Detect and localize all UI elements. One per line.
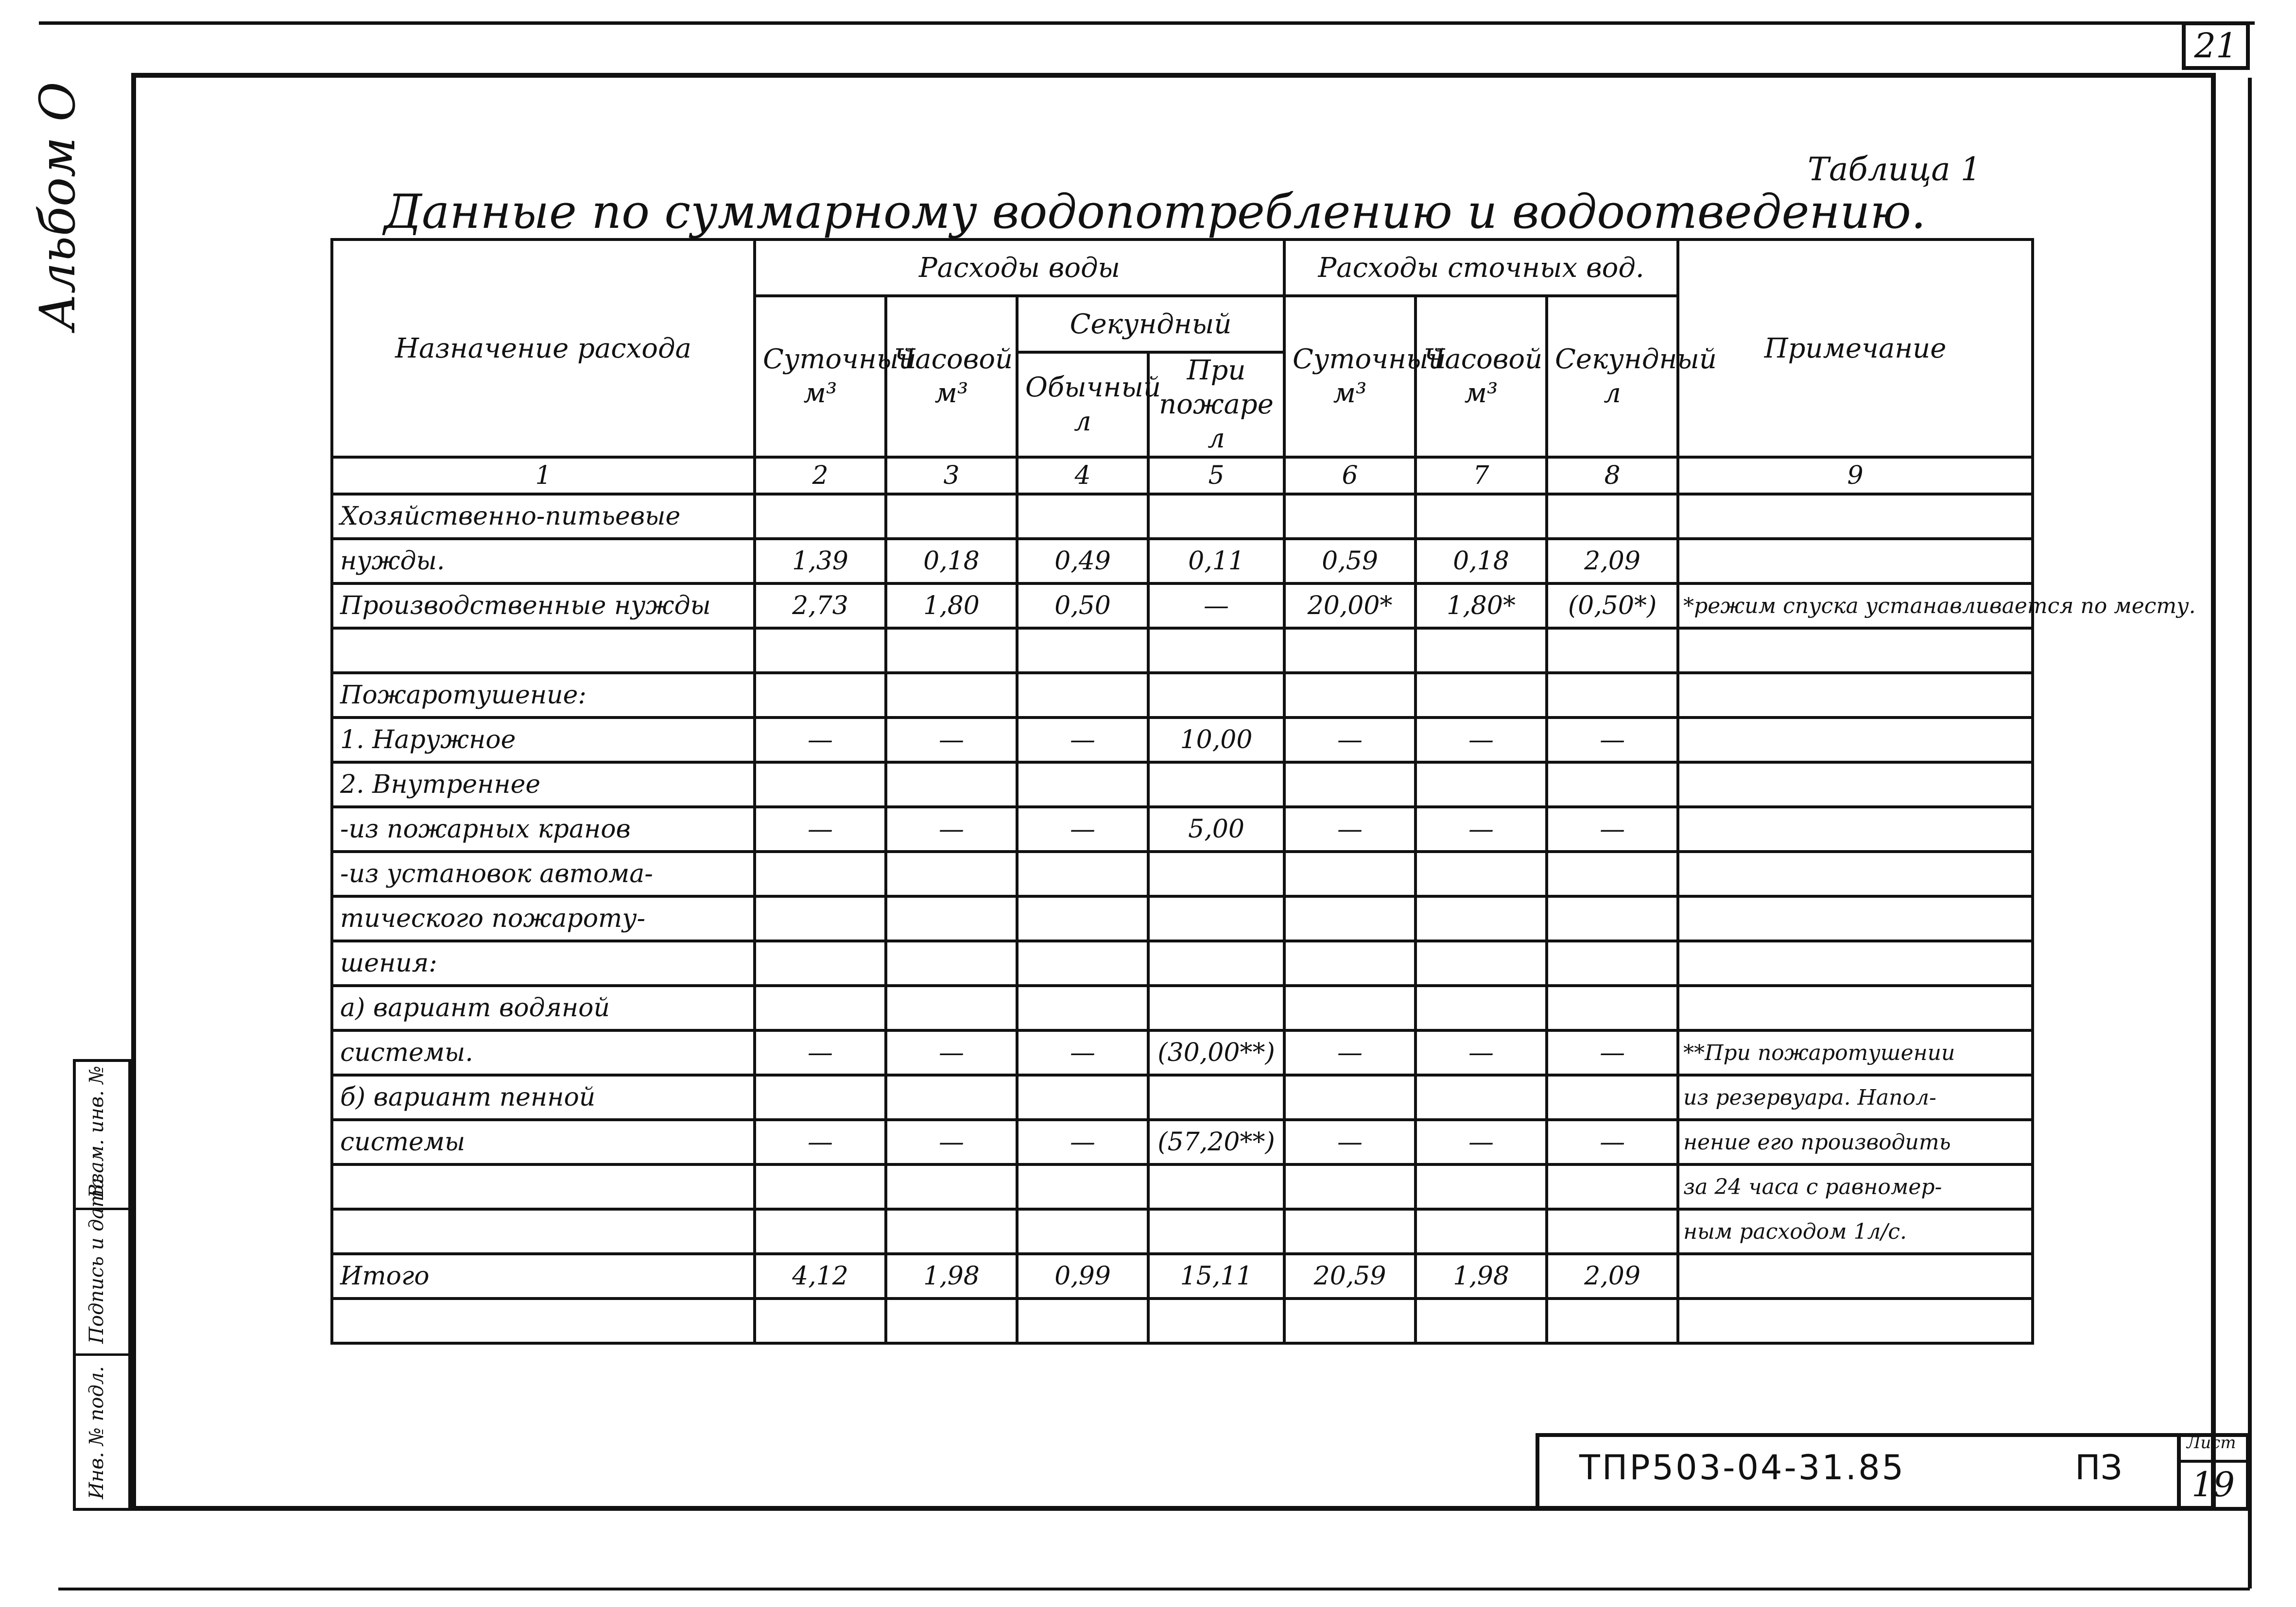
value-cell <box>1416 896 1547 941</box>
note-cell: **При пожаротушении <box>1678 1030 2033 1075</box>
note-cell <box>1678 628 2033 673</box>
purpose-cell <box>332 1209 755 1254</box>
value-cell: — <box>1017 1120 1148 1164</box>
value-cell: — <box>1547 718 1678 762</box>
value-cell: — <box>886 1120 1017 1164</box>
value-cell <box>1416 494 1547 539</box>
value-cell: (57,20**) <box>1148 1120 1284 1164</box>
value-cell <box>755 1209 886 1254</box>
header-hourly: Часовой м³ <box>886 296 1017 457</box>
column-number: 4 <box>1017 457 1148 494</box>
table-row <box>332 807 2033 852</box>
value-cell: — <box>1284 807 1416 852</box>
purpose-cell <box>332 628 755 673</box>
stamp-inv-no: Инв. № подл. <box>86 1366 108 1499</box>
value-cell: — <box>755 1030 886 1075</box>
column-number: 9 <box>1678 457 2033 494</box>
value-cell: 1,98 <box>886 1254 1017 1299</box>
table-row <box>332 494 2033 539</box>
value-cell <box>1547 986 1678 1030</box>
purpose-cell: -из пожарных кранов <box>332 807 755 852</box>
value-cell: 0,99 <box>1017 1254 1148 1299</box>
value-cell <box>1416 628 1547 673</box>
value-cell <box>1547 852 1678 896</box>
value-cell <box>1017 628 1148 673</box>
value-cell <box>1547 941 1678 986</box>
table-row <box>332 1120 2033 1164</box>
value-cell: — <box>1416 718 1547 762</box>
note-cell <box>1678 718 2033 762</box>
value-cell <box>1284 762 1416 807</box>
value-cell: 0,18 <box>886 539 1017 583</box>
purpose-cell: Пожаротушение: <box>332 673 755 718</box>
header-sewage-daily: Суточный м³ <box>1284 296 1416 457</box>
note-cell: ным расходом 1л/с. <box>1678 1209 2033 1254</box>
value-cell: 0,18 <box>1416 539 1547 583</box>
value-cell: — <box>1416 1120 1547 1164</box>
value-cell <box>1416 852 1547 896</box>
note-cell: за 24 часа с равномер- <box>1678 1164 2033 1209</box>
header-fire: При пожаре л <box>1148 352 1284 457</box>
value-cell: 0,49 <box>1017 539 1148 583</box>
value-cell: — <box>755 1120 886 1164</box>
value-cell <box>1148 494 1284 539</box>
value-cell <box>1416 1075 1547 1120</box>
value-cell: 2,09 <box>1547 1254 1678 1299</box>
note-cell <box>1678 852 2033 896</box>
purpose-cell: 2. Внутреннее <box>332 762 755 807</box>
table-row <box>332 896 2033 941</box>
value-cell <box>1416 1299 1547 1343</box>
value-cell <box>886 1299 1017 1343</box>
value-cell <box>1547 1164 1678 1209</box>
value-cell <box>1284 494 1416 539</box>
header-sewage-flow: Расходы сточных вод. <box>1284 239 1678 296</box>
value-cell: 1,98 <box>1416 1254 1547 1299</box>
note-cell <box>1678 896 2033 941</box>
value-cell <box>886 494 1017 539</box>
value-cell <box>755 1075 886 1120</box>
value-cell <box>1148 986 1284 1030</box>
value-cell: 4,12 <box>755 1254 886 1299</box>
sheet-cell-divider <box>2177 1460 2250 1463</box>
value-cell <box>755 852 886 896</box>
value-cell: 15,11 <box>1148 1254 1284 1299</box>
water-consumption-table <box>330 238 2196 1345</box>
value-cell: 5,00 <box>1148 807 1284 852</box>
value-cell <box>755 494 886 539</box>
value-cell: — <box>1416 807 1547 852</box>
note-cell <box>1678 494 2033 539</box>
value-cell <box>886 1209 1017 1254</box>
table-row <box>332 1075 2033 1120</box>
note-cell <box>1678 1299 2033 1343</box>
value-cell <box>1017 896 1148 941</box>
value-cell <box>886 1075 1017 1120</box>
header-note: Примечание <box>1678 239 2033 457</box>
value-cell <box>1148 1209 1284 1254</box>
purpose-cell: Итого <box>332 1254 755 1299</box>
column-number: 7 <box>1416 457 1547 494</box>
purpose-cell: Хозяйственно-питьевые <box>332 494 755 539</box>
purpose-cell: -из установок автома- <box>332 852 755 896</box>
value-cell <box>1148 1075 1284 1120</box>
value-cell <box>1017 673 1148 718</box>
note-cell <box>1678 941 2033 986</box>
value-cell <box>1416 986 1547 1030</box>
table-row <box>332 1254 2033 1299</box>
value-cell <box>1017 494 1148 539</box>
value-cell <box>755 673 886 718</box>
value-cell <box>1148 762 1284 807</box>
value-cell: — <box>1284 1120 1416 1164</box>
value-cell <box>886 986 1017 1030</box>
purpose-cell: системы <box>332 1120 755 1164</box>
value-cell <box>1547 896 1678 941</box>
header-sewage-hourly: Часовой м³ <box>1416 296 1547 457</box>
value-cell: — <box>1547 1030 1678 1075</box>
column-number: 2 <box>755 457 886 494</box>
value-cell <box>1284 896 1416 941</box>
value-cell <box>1416 673 1547 718</box>
stamp-replace-inv: Взам. инв. № <box>86 1065 108 1198</box>
value-cell: (30,00**) <box>1148 1030 1284 1075</box>
approval-stamp <box>73 1059 131 1511</box>
value-cell: — <box>755 807 886 852</box>
value-cell: 1,39 <box>755 539 886 583</box>
value-cell <box>755 762 886 807</box>
note-cell <box>1678 1254 2033 1299</box>
value-cell: — <box>1017 718 1148 762</box>
value-cell <box>755 628 886 673</box>
value-cell: — <box>886 718 1017 762</box>
value-cell <box>886 941 1017 986</box>
value-cell <box>1284 986 1416 1030</box>
table-row <box>332 539 2033 583</box>
table-row <box>332 762 2033 807</box>
note-cell <box>1678 539 2033 583</box>
purpose-cell <box>332 1164 755 1209</box>
value-cell <box>1547 1209 1678 1254</box>
value-cell: — <box>1416 1030 1547 1075</box>
value-cell <box>1547 494 1678 539</box>
purpose-cell: а) вариант водяной <box>332 986 755 1030</box>
value-cell: — <box>886 807 1017 852</box>
value-cell: — <box>755 718 886 762</box>
value-cell <box>1148 896 1284 941</box>
value-cell <box>886 762 1017 807</box>
header-water-flow: Расходы воды <box>755 239 1284 296</box>
value-cell <box>1017 1299 1148 1343</box>
value-cell: — <box>1017 807 1148 852</box>
value-cell <box>1284 941 1416 986</box>
value-cell <box>1017 941 1148 986</box>
table-label: Таблица 1 <box>1808 151 1981 188</box>
purpose-cell: нужды. <box>332 539 755 583</box>
frame-right-line <box>2248 78 2252 1589</box>
value-cell: 0,11 <box>1148 539 1284 583</box>
table-row <box>332 852 2033 896</box>
value-cell <box>1017 986 1148 1030</box>
value-cell <box>886 673 1017 718</box>
value-cell: 2,73 <box>755 583 886 628</box>
value-cell <box>1017 1209 1148 1254</box>
stamp-signature-date: Подпись и дата <box>86 1177 108 1344</box>
sheet-word: Лист <box>2187 1433 2236 1453</box>
value-cell: 20,00* <box>1284 583 1416 628</box>
column-number: 3 <box>886 457 1017 494</box>
value-cell <box>1148 628 1284 673</box>
sheet-number-bottom: 19 <box>2192 1465 2235 1504</box>
header-normal: Обычный л <box>1017 352 1148 457</box>
value-cell: — <box>1284 718 1416 762</box>
purpose-cell: 1. Наружное <box>332 718 755 762</box>
value-cell: 10,00 <box>1148 718 1284 762</box>
column-number: 5 <box>1148 457 1284 494</box>
album-label: Альбом О <box>29 82 86 330</box>
header-sewage-second: Секундный л <box>1547 296 1678 457</box>
value-cell <box>755 896 886 941</box>
value-cell <box>1547 673 1678 718</box>
value-cell: 1,80 <box>886 583 1017 628</box>
purpose-cell <box>332 1299 755 1343</box>
value-cell: — <box>1547 807 1678 852</box>
value-cell <box>755 1164 886 1209</box>
value-cell <box>1416 1164 1547 1209</box>
value-cell <box>1547 628 1678 673</box>
value-cell <box>1284 1299 1416 1343</box>
note-cell <box>1678 986 2033 1030</box>
value-cell <box>1284 1075 1416 1120</box>
table-row <box>332 628 2033 673</box>
value-cell <box>1416 762 1547 807</box>
value-cell <box>1148 852 1284 896</box>
note-cell <box>1678 762 2033 807</box>
table-row <box>332 1299 2033 1343</box>
table-row <box>332 583 2033 628</box>
column-number: 8 <box>1547 457 1678 494</box>
purpose-cell: шения: <box>332 941 755 986</box>
stamp-divider <box>76 1353 128 1356</box>
value-cell <box>1017 762 1148 807</box>
document-title: Данные по суммарному водопотреблению и водоотведению. <box>384 185 1926 239</box>
value-cell <box>1148 673 1284 718</box>
value-cell <box>1416 1209 1547 1254</box>
value-cell: 1,80* <box>1416 583 1547 628</box>
column-numbers-row <box>332 457 2033 494</box>
value-cell <box>886 1164 1017 1209</box>
value-cell <box>1284 673 1416 718</box>
value-cell <box>755 986 886 1030</box>
value-cell: 0,59 <box>1284 539 1416 583</box>
frame-bottom-line <box>58 1588 2250 1590</box>
value-cell: (0,50*) <box>1547 583 1678 628</box>
value-cell: 0,50 <box>1017 583 1148 628</box>
value-cell <box>1017 1164 1148 1209</box>
value-cell <box>1284 628 1416 673</box>
value-cell <box>1017 852 1148 896</box>
table-row <box>332 941 2033 986</box>
value-cell: — <box>1017 1030 1148 1075</box>
value-cell <box>1284 852 1416 896</box>
table-row <box>332 1030 2033 1075</box>
value-cell <box>755 941 886 986</box>
value-cell: — <box>1547 1120 1678 1164</box>
column-number: 1 <box>332 457 755 494</box>
note-cell: из резервуара. Напол- <box>1678 1075 2033 1120</box>
value-cell <box>1547 762 1678 807</box>
value-cell <box>886 852 1017 896</box>
value-cell: — <box>1284 1030 1416 1075</box>
table-row <box>332 1164 2033 1209</box>
sheet-number: 21 <box>2194 26 2238 66</box>
value-cell <box>1284 1209 1416 1254</box>
header-daily: Суточный м³ <box>755 296 886 457</box>
purpose-cell: системы. <box>332 1030 755 1075</box>
purpose-cell: Производственные нужды <box>332 583 755 628</box>
value-cell <box>1148 1299 1284 1343</box>
header-purpose: Назначение расхода <box>332 239 755 457</box>
note-cell: нение его производить <box>1678 1120 2033 1164</box>
value-cell <box>755 1299 886 1343</box>
value-cell <box>1416 941 1547 986</box>
purpose-cell: б) вариант пенной <box>332 1075 755 1120</box>
table-row <box>332 673 2033 718</box>
note-cell: *режим спуска устанавливается по месту. <box>1678 583 2033 628</box>
value-cell <box>1547 1299 1678 1343</box>
table-row <box>332 718 2033 762</box>
value-cell <box>886 896 1017 941</box>
top-border-line <box>39 21 2255 25</box>
value-cell: 20,59 <box>1284 1254 1416 1299</box>
note-cell <box>1678 673 2033 718</box>
value-cell: — <box>886 1030 1017 1075</box>
value-cell <box>1148 941 1284 986</box>
sheet-number-box <box>2182 21 2250 70</box>
note-cell <box>1678 807 2033 852</box>
value-cell: — <box>1148 583 1284 628</box>
document-code: ТПР503-04-31.85 <box>1579 1448 1906 1487</box>
value-cell <box>1284 1164 1416 1209</box>
table-row <box>332 1209 2033 1254</box>
purpose-cell: тического пожароту- <box>332 896 755 941</box>
value-cell <box>1547 1075 1678 1120</box>
document-type: ПЗ <box>2075 1448 2123 1487</box>
table-row <box>332 986 2033 1030</box>
value-cell: 2,09 <box>1547 539 1678 583</box>
value-cell <box>1017 1075 1148 1120</box>
table-body <box>332 494 2196 1343</box>
value-cell <box>886 628 1017 673</box>
value-cell <box>1148 1164 1284 1209</box>
header-second: Секундный <box>1017 296 1284 352</box>
column-number: 6 <box>1284 457 1416 494</box>
